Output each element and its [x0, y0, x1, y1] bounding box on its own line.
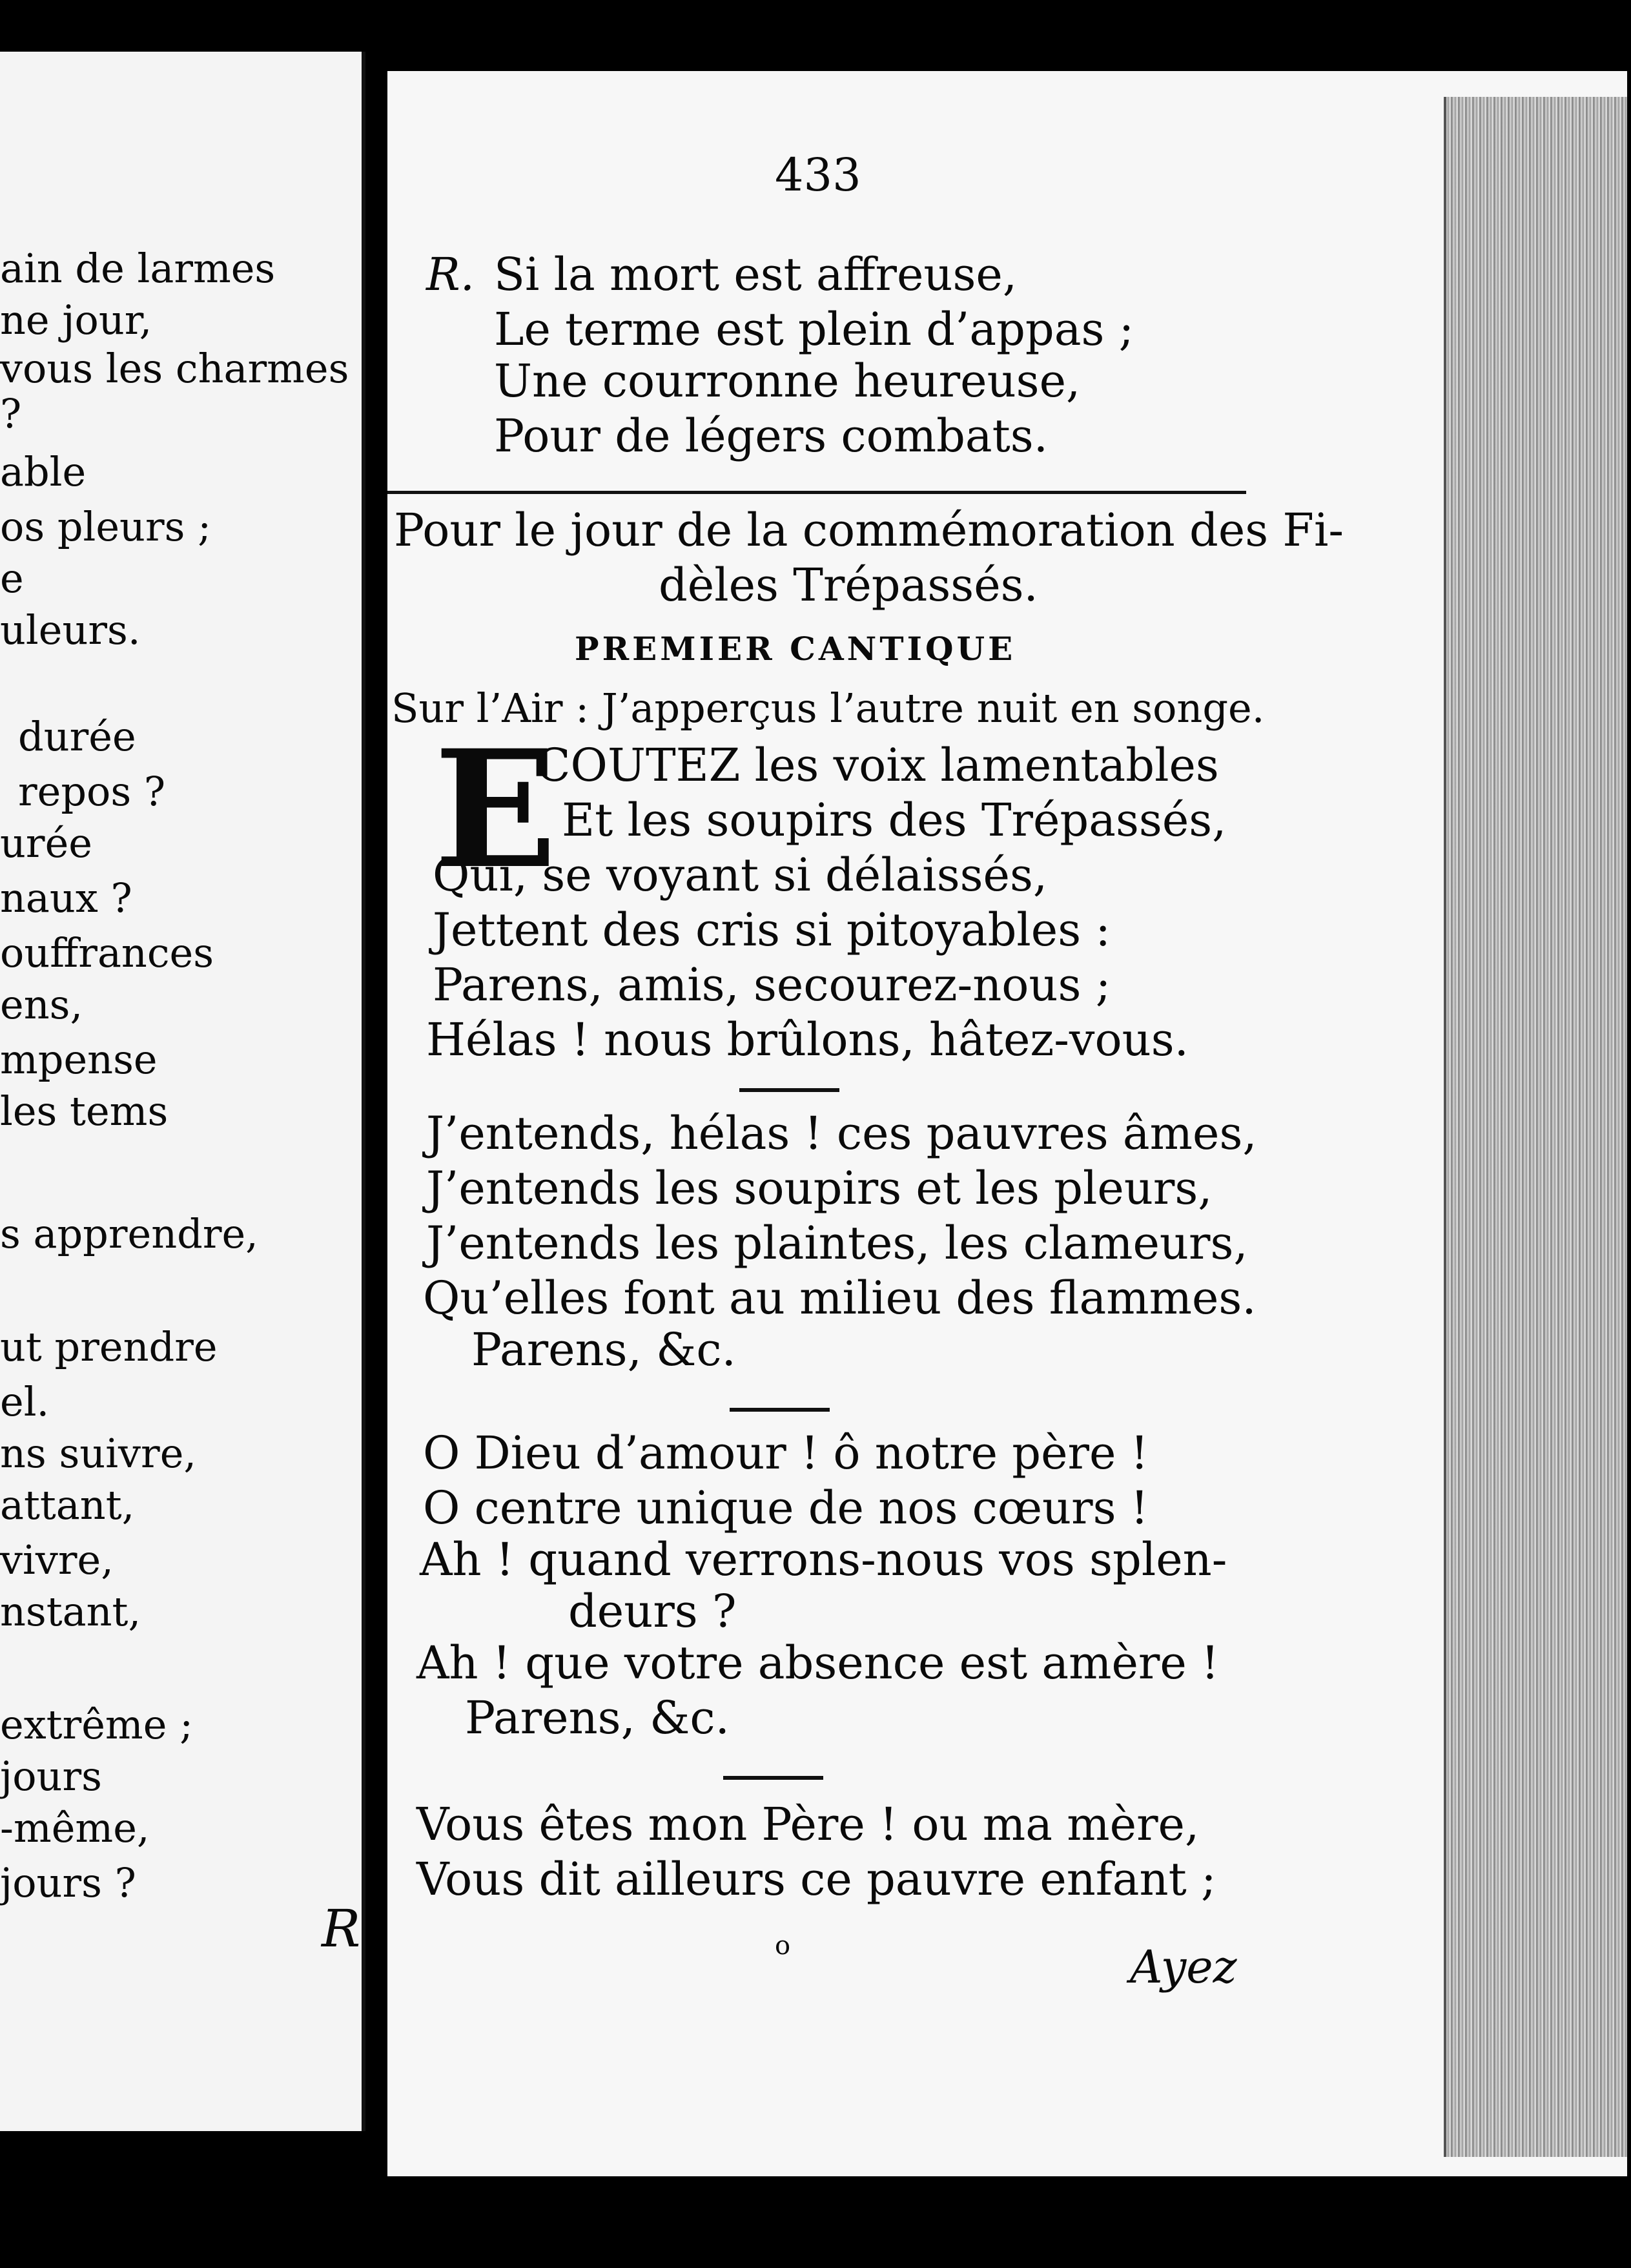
refrain-line: Une courronne heureuse,: [494, 355, 1081, 407]
signature-mark: o: [775, 1931, 791, 1961]
verse-line: Vous dit ailleurs ce pauvre enfant ;: [416, 1853, 1216, 1906]
left-line: ut prendre: [0, 1323, 218, 1370]
verse-line: COUTEZ les voix lamentables: [536, 739, 1219, 792]
verse-line: Hélas ! nous brûlons, hâtez-vous.: [426, 1013, 1189, 1066]
stanza-divider: [739, 1088, 839, 1092]
stanza-divider: [730, 1408, 830, 1412]
refrain-line: Pour de légers combats.: [494, 409, 1048, 462]
refrain-line: Le terme est plein d’appas ;: [494, 303, 1134, 356]
left-line: vous les charmes: [0, 345, 349, 392]
left-line: extrême ;: [0, 1701, 193, 1748]
left-line: uleurs.: [0, 606, 141, 654]
left-page-fragment: R: [322, 1899, 361, 1959]
verse-line: J’entends, hélas ! ces pauvres âmes,: [426, 1107, 1257, 1160]
left-line: mpense: [0, 1036, 158, 1083]
left-line: e: [0, 555, 24, 602]
verse-line: J’entends les plaintes, les clameurs,: [426, 1217, 1248, 1270]
verse-line: O centre unique de nos cœurs !: [423, 1481, 1149, 1534]
verse-line-cont: deurs ?: [568, 1585, 737, 1638]
verse-refrain-cue: Parens, &c.: [465, 1691, 730, 1744]
left-line: s apprendre,: [0, 1210, 258, 1257]
verse-line: Qui, se voyant si délaissés,: [433, 849, 1048, 902]
verse-line: Qu’elles font au milieu des flammes.: [423, 1272, 1257, 1325]
left-line: ouffrances: [0, 929, 214, 976]
left-line: ns suivre,: [0, 1430, 197, 1477]
stanza-divider: [723, 1776, 823, 1780]
left-line: repos ?: [18, 768, 166, 815]
left-line: able: [0, 448, 87, 495]
left-line: les tems: [0, 1088, 169, 1135]
verse-line: O Dieu d’amour ! ô notre père !: [423, 1427, 1149, 1479]
page-edge: [1444, 97, 1627, 2157]
left-line: ne jour,: [0, 296, 152, 344]
section-heading-cont: dèles Trépassés.: [659, 559, 1038, 612]
verse-line: Et les soupirs des Trépassés,: [562, 794, 1227, 847]
left-line: jours: [0, 1753, 102, 1800]
refrain-marker: R.: [426, 248, 475, 301]
left-line: jours ?: [0, 1859, 136, 1906]
verse-line: J’entends les soupirs et les pleurs,: [426, 1162, 1213, 1215]
page-number: 433: [775, 149, 861, 201]
left-line: ?: [0, 390, 22, 437]
left-line: ain de larmes: [0, 245, 276, 292]
left-line: durée: [18, 713, 136, 760]
verse-line: Jettent des cris si pitoyables :: [433, 903, 1111, 956]
left-line: vivre,: [0, 1536, 114, 1583]
verse-line: Ah ! quand verrons-nous vos splen-: [420, 1533, 1227, 1586]
drop-cap: E: [434, 714, 557, 904]
tune-indication: Sur l’Air : J’apperçus l’autre nuit en songe.: [391, 685, 1265, 732]
left-line: urée: [0, 820, 92, 867]
verse-line: Parens, amis, secourez-nous ;: [433, 958, 1111, 1011]
left-line: el.: [0, 1378, 50, 1425]
verse-line: Ah ! que votre absence est amère !: [416, 1636, 1220, 1689]
verse-refrain-cue: Parens, &c.: [471, 1323, 736, 1376]
catchword: Ayez: [1130, 1941, 1237, 1994]
left-line: ens,: [0, 981, 83, 1028]
refrain-line: Si la mort est affreuse,: [494, 248, 1018, 301]
left-line: attant,: [0, 1481, 135, 1529]
verse-line: Vous êtes mon Père ! ou ma mère,: [416, 1798, 1200, 1851]
left-line: -même,: [0, 1804, 150, 1851]
right-page: [387, 71, 1627, 2176]
left-line: nstant,: [0, 1588, 141, 1635]
cantique-title: PREMIER CANTIQUE: [575, 630, 1016, 668]
left-page: [0, 52, 365, 2131]
section-rule: [387, 491, 1246, 494]
left-line: os pleurs ;: [0, 503, 212, 550]
section-heading: Pour le jour de la commémoration des Fi-: [394, 504, 1344, 557]
left-line: naux ?: [0, 874, 132, 922]
